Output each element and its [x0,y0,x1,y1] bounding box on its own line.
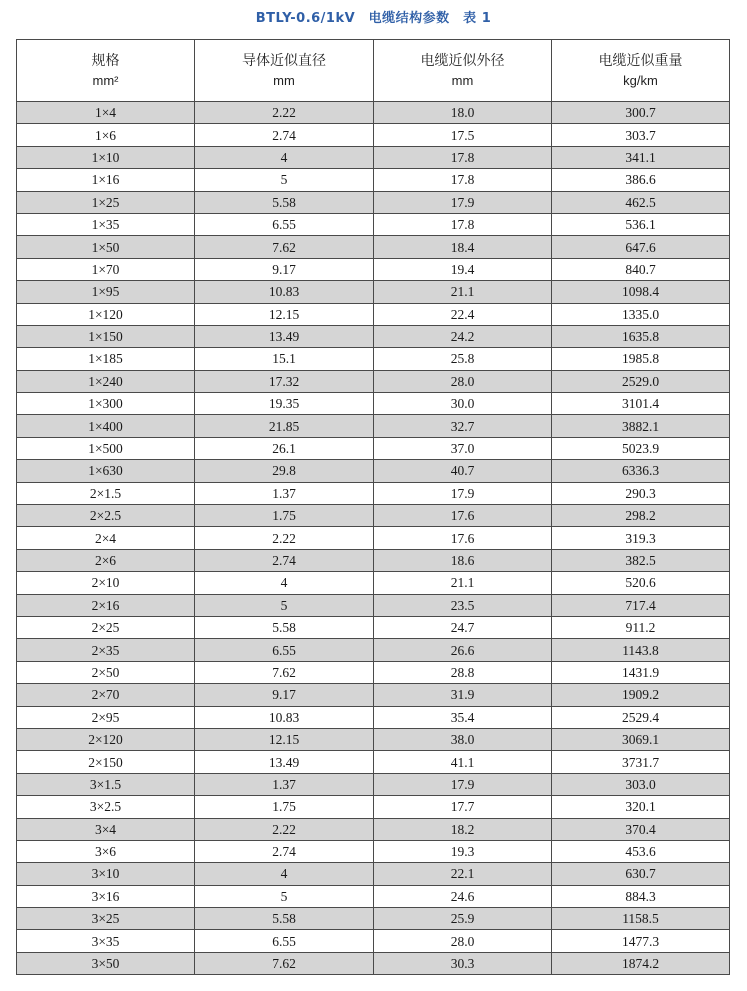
cell-conductor-diameter: 1.37 [195,482,374,504]
table-row [17,236,730,258]
cell-conductor-diameter: 7.62 [195,661,374,683]
table-row [17,572,730,594]
cell-outer-diameter: 24.2 [374,325,552,347]
cell-weight: 884.3 [552,885,730,907]
cell-conductor-diameter: 10.83 [195,706,374,728]
cell-outer-diameter: 30.3 [374,952,552,974]
table-row [17,527,730,549]
cell-conductor-diameter: 15.1 [195,348,374,370]
cell-conductor-diameter: 1.75 [195,796,374,818]
cell-spec: 2×6 [17,549,195,571]
cell-spec: 2×2.5 [17,505,195,527]
table-row [17,437,730,459]
cell-outer-diameter: 28.0 [374,370,552,392]
cell-weight: 1158.5 [552,908,730,930]
cell-spec: 2×50 [17,661,195,683]
table-row [17,460,730,482]
cell-conductor-diameter: 13.49 [195,751,374,773]
cell-conductor-diameter: 5.58 [195,191,374,213]
cell-weight: 290.3 [552,482,730,504]
cell-outer-diameter: 35.4 [374,706,552,728]
cell-weight: 717.4 [552,594,730,616]
cell-conductor-diameter: 6.55 [195,930,374,952]
cell-weight: 298.2 [552,505,730,527]
cell-weight: 303.0 [552,773,730,795]
cell-weight: 3069.1 [552,728,730,750]
cell-weight: 319.3 [552,527,730,549]
table-row [17,549,730,571]
cell-weight: 386.6 [552,169,730,191]
cell-weight: 3101.4 [552,393,730,415]
cell-outer-diameter: 17.7 [374,796,552,818]
cell-spec: 1×300 [17,393,195,415]
cell-spec: 1×630 [17,460,195,482]
header-conductor-diameter-unit: mm [273,72,295,88]
cell-spec: 3×2.5 [17,796,195,818]
cell-conductor-diameter: 2.74 [195,840,374,862]
cell-outer-diameter: 40.7 [374,460,552,482]
cell-outer-diameter: 21.1 [374,572,552,594]
cell-outer-diameter: 24.7 [374,616,552,638]
cell-weight: 382.5 [552,549,730,571]
cell-outer-diameter: 17.9 [374,482,552,504]
cell-outer-diameter: 32.7 [374,415,552,437]
cell-conductor-diameter: 5 [195,885,374,907]
cell-weight: 341.1 [552,146,730,168]
cell-weight: 2529.0 [552,370,730,392]
cell-conductor-diameter: 10.83 [195,281,374,303]
cell-conductor-diameter: 4 [195,863,374,885]
header-outer-diameter-unit: mm [451,72,474,88]
cell-weight: 1477.3 [552,930,730,952]
cell-weight: 1874.2 [552,952,730,974]
cell-weight: 1143.8 [552,639,730,661]
table-row [17,885,730,907]
cell-conductor-diameter: 29.8 [195,460,374,482]
cell-weight: 1635.8 [552,325,730,347]
cell-outer-diameter: 30.0 [374,393,552,415]
cell-conductor-diameter: 2.74 [195,549,374,571]
cell-conductor-diameter: 12.15 [195,303,374,325]
cell-spec: 3×6 [17,840,195,862]
table-body [17,102,730,975]
cell-conductor-diameter: 2.74 [195,124,374,146]
table-row [17,505,730,527]
cell-outer-diameter: 25.8 [374,348,552,370]
cell-outer-diameter: 17.6 [374,527,552,549]
table-row [17,191,730,213]
cell-weight: 536.1 [552,213,730,235]
header-weight-unit: kg/km [623,72,658,88]
cell-conductor-diameter: 2.22 [195,818,374,840]
cell-spec: 1×240 [17,370,195,392]
cell-spec: 1×70 [17,258,195,280]
table-row [17,325,730,347]
cell-conductor-diameter: 6.55 [195,639,374,661]
cell-spec: 2×70 [17,684,195,706]
cell-spec: 2×4 [17,527,195,549]
cell-spec: 1×50 [17,236,195,258]
cell-conductor-diameter: 2.22 [195,527,374,549]
cell-conductor-diameter: 13.49 [195,325,374,347]
cell-outer-diameter: 23.5 [374,594,552,616]
cell-spec: 3×1.5 [17,773,195,795]
table-row [17,773,730,795]
cell-weight: 453.6 [552,840,730,862]
cell-conductor-diameter: 4 [195,146,374,168]
cell-conductor-diameter: 17.32 [195,370,374,392]
table-row [17,169,730,191]
cell-weight: 1985.8 [552,348,730,370]
cell-weight: 840.7 [552,258,730,280]
cell-outer-diameter: 22.1 [374,863,552,885]
cell-weight: 2529.4 [552,706,730,728]
cell-outer-diameter: 17.9 [374,773,552,795]
cell-spec: 2×1.5 [17,482,195,504]
cell-spec: 3×35 [17,930,195,952]
table-row [17,303,730,325]
cell-conductor-diameter: 5.58 [195,908,374,930]
cell-spec: 1×500 [17,437,195,459]
cell-spec: 1×10 [17,146,195,168]
cell-conductor-diameter: 5.58 [195,616,374,638]
cell-spec: 3×16 [17,885,195,907]
document-title: BTLY-0.6/1kV 电缆结构参数 表 1 [255,11,492,26]
table-row [17,258,730,280]
cell-weight: 3731.7 [552,751,730,773]
table-row [17,796,730,818]
cell-conductor-diameter: 21.85 [195,415,374,437]
cell-weight: 370.4 [552,818,730,840]
cell-outer-diameter: 17.9 [374,191,552,213]
header-spec-unit: mm² [92,72,119,88]
header-conductor-diameter-label: 导体近似直径 [242,52,326,69]
cell-spec: 1×4 [17,102,195,124]
cell-spec: 3×4 [17,818,195,840]
table-row [17,370,730,392]
cell-spec: 1×120 [17,303,195,325]
table-row [17,281,730,303]
cell-outer-diameter: 26.6 [374,639,552,661]
cell-spec: 1×35 [17,213,195,235]
cell-weight: 6336.3 [552,460,730,482]
cell-weight: 647.6 [552,236,730,258]
table-row [17,102,730,124]
cell-outer-diameter: 17.6 [374,505,552,527]
cell-spec: 3×50 [17,952,195,974]
cell-outer-diameter: 28.8 [374,661,552,683]
cell-weight: 1431.9 [552,661,730,683]
cell-outer-diameter: 19.4 [374,258,552,280]
header-outer-diameter [374,40,552,102]
cell-spec: 2×16 [17,594,195,616]
cell-weight: 5023.9 [552,437,730,459]
cell-spec: 2×10 [17,572,195,594]
table-row [17,706,730,728]
cell-conductor-diameter: 1.75 [195,505,374,527]
cell-spec: 2×35 [17,639,195,661]
cell-outer-diameter: 18.2 [374,818,552,840]
cell-outer-diameter: 38.0 [374,728,552,750]
table-row [17,639,730,661]
cell-spec: 1×25 [17,191,195,213]
cell-conductor-diameter: 9.17 [195,684,374,706]
cell-weight: 630.7 [552,863,730,885]
cell-conductor-diameter: 5 [195,169,374,191]
header-spec [17,40,195,102]
cell-outer-diameter: 17.8 [374,213,552,235]
cell-spec: 1×400 [17,415,195,437]
cell-conductor-diameter: 26.1 [195,437,374,459]
cell-weight: 462.5 [552,191,730,213]
cell-spec: 3×10 [17,863,195,885]
cell-outer-diameter: 17.5 [374,124,552,146]
header-row [17,40,730,102]
cell-weight: 1335.0 [552,303,730,325]
cell-outer-diameter: 18.0 [374,102,552,124]
header-conductor-diameter [195,40,374,102]
cell-spec: 1×95 [17,281,195,303]
cell-conductor-diameter: 7.62 [195,236,374,258]
table-row [17,482,730,504]
cell-spec: 1×150 [17,325,195,347]
cell-conductor-diameter: 2.22 [195,102,374,124]
cell-weight: 911.2 [552,616,730,638]
cable-spec-table [16,39,730,975]
cell-weight: 303.7 [552,124,730,146]
cell-conductor-diameter: 5 [195,594,374,616]
cell-spec: 2×120 [17,728,195,750]
table-row [17,840,730,862]
header-spec-label: 规格 [91,52,120,69]
cell-conductor-diameter: 12.15 [195,728,374,750]
cell-outer-diameter: 18.4 [374,236,552,258]
table-row [17,908,730,930]
cell-spec: 1×16 [17,169,195,191]
table-row [17,684,730,706]
table-row [17,728,730,750]
cell-outer-diameter: 37.0 [374,437,552,459]
table-row [17,751,730,773]
table-row [17,415,730,437]
table-row [17,146,730,168]
cell-outer-diameter: 28.0 [374,930,552,952]
table-row [17,952,730,974]
cell-conductor-diameter: 7.62 [195,952,374,974]
table-row [17,594,730,616]
cell-weight: 320.1 [552,796,730,818]
cell-conductor-diameter: 9.17 [195,258,374,280]
cell-weight: 300.7 [552,102,730,124]
cell-spec: 1×6 [17,124,195,146]
table-row [17,863,730,885]
cell-spec: 2×95 [17,706,195,728]
cell-weight: 3882.1 [552,415,730,437]
table-row [17,616,730,638]
table-row [17,348,730,370]
cell-weight: 1098.4 [552,281,730,303]
cell-spec: 3×25 [17,908,195,930]
header-weight-label: 电缆近似重量 [598,52,683,69]
cell-outer-diameter: 17.8 [374,146,552,168]
header-weight [552,40,730,102]
cell-outer-diameter: 19.3 [374,840,552,862]
table-row [17,124,730,146]
cell-outer-diameter: 24.6 [374,885,552,907]
cell-conductor-diameter: 6.55 [195,213,374,235]
table-row [17,213,730,235]
cell-weight: 1909.2 [552,684,730,706]
table-header [17,40,730,102]
cell-outer-diameter: 31.9 [374,684,552,706]
cell-spec: 2×150 [17,751,195,773]
table-row [17,818,730,840]
cell-outer-diameter: 21.1 [374,281,552,303]
cell-conductor-diameter: 4 [195,572,374,594]
cell-outer-diameter: 22.4 [374,303,552,325]
cell-outer-diameter: 18.6 [374,549,552,571]
table-row [17,393,730,415]
cell-spec: 2×25 [17,616,195,638]
header-outer-diameter-label: 电缆近似外径 [420,52,505,69]
cell-conductor-diameter: 1.37 [195,773,374,795]
cell-outer-diameter: 41.1 [374,751,552,773]
cell-outer-diameter: 17.8 [374,169,552,191]
table-row [17,930,730,952]
cell-conductor-diameter: 19.35 [195,393,374,415]
table-row [17,661,730,683]
cell-outer-diameter: 25.9 [374,908,552,930]
cell-weight: 520.6 [552,572,730,594]
cell-spec: 1×185 [17,348,195,370]
